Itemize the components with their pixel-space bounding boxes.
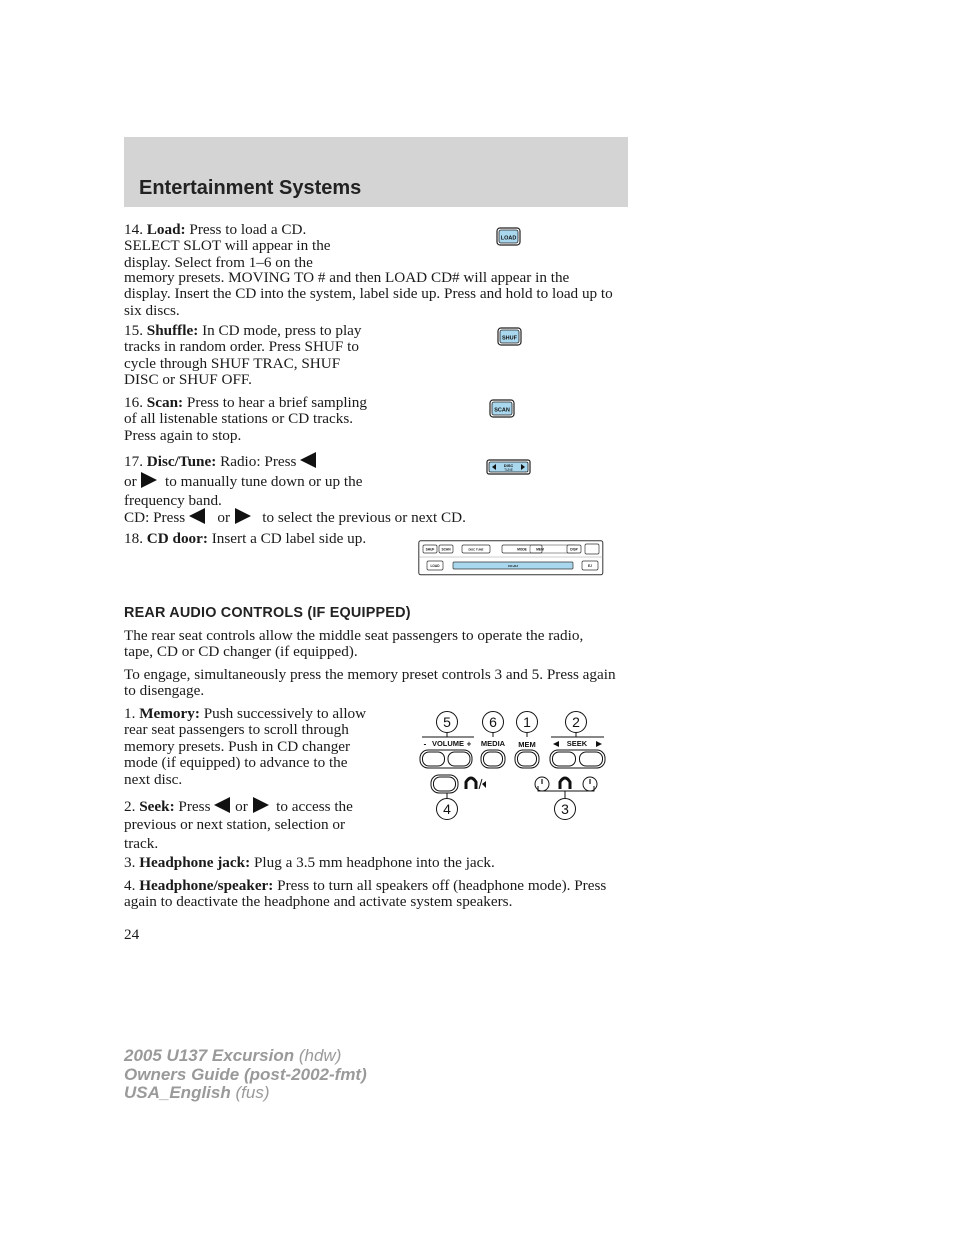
rear-engage: To engage, simultaneously press the memory preset controls 3 and 5. Press again to disengage.	[124, 666, 616, 700]
rear-headphone-speaker-label: Headphone/speaker:	[139, 877, 274, 894]
section-title: REAR AUDIO CONTROLS (IF EQUIPPED)	[124, 605, 411, 621]
item-cd-door-label: CD door:	[146, 530, 208, 547]
rear-headphone-jack-label: Headphone jack:	[139, 854, 251, 871]
item-disc-tune-label: Disc/Tune:	[146, 453, 217, 470]
item-scan-label: Scan:	[146, 394, 184, 411]
load-button-label: LOAD	[500, 235, 517, 242]
volume-minus-label: -	[423, 739, 427, 749]
rear-headphone-speaker: 4. Headphone/speaker: Press to turn all speakers off (headphone mode). Press again to deactivate the headphone and activate system speakers.	[124, 877, 607, 911]
right-arrow-icon	[252, 797, 269, 813]
rear-headphone-jack: 3. Headphone jack: Plug a 3.5 mm headphone into the jack.	[124, 854, 495, 871]
shuf-button-label: SHUF	[502, 335, 517, 342]
rear-seek-label: Seek:	[139, 798, 175, 815]
item-scan: 16. Scan: Press to hear a brief sampling of all listenable stations or CD tracks. Press again to stop.	[124, 394, 367, 444]
seek-label: SEEK	[566, 739, 588, 748]
mem-label: MEM	[518, 740, 536, 749]
right-arrow-icon	[140, 472, 157, 488]
item-load-rest: memory presets. MOVING TO # and then LOAD CD# will appear in the display. Insert the CD into the system, label side up. Press and hold to load up to six discs.	[124, 269, 613, 319]
load-button-icon	[496, 227, 521, 246]
speaker-icon	[482, 781, 486, 788]
item-cd-door: 18. CD door: Insert a CD label side up.	[124, 530, 367, 547]
left-arrow-icon	[189, 508, 206, 524]
seek-left-icon	[553, 741, 559, 747]
left-arrow-icon	[300, 452, 317, 468]
item-load: 14. Load: Press to load a CD. SELECT SLOT will appear in the display. Select from 1–6 on the	[124, 221, 331, 271]
item-shuffle: 15. Shuffle: In CD mode, press to play tracks in random order. Press SHUF to cycle through SHUF TRAC, SHUF DISC or SHUF OFF.	[124, 322, 362, 389]
item-disc-tune-cd: CD: Press or to select the previous or next CD.	[124, 509, 466, 526]
left-arrow-icon	[214, 797, 231, 813]
panel-eject-label: EJ	[588, 563, 592, 568]
cd-player-panel-icon	[418, 540, 604, 576]
callout-3-label: 3	[561, 801, 569, 817]
page-number: 24	[124, 926, 140, 943]
shuf-button-icon	[497, 327, 522, 346]
callout-4-label: 4	[443, 801, 451, 817]
headphone-jack-icon	[560, 778, 570, 789]
callout-5-label: 5	[443, 714, 451, 730]
rear-controls-diagram	[414, 708, 614, 824]
rear-intro: The rear seat controls allow the middle seat passengers to operate the radio, tape, CD or CD changer (if equipped).	[124, 627, 584, 661]
disc-tune-button-icon	[486, 459, 531, 475]
callout-1-label: 1	[523, 714, 531, 730]
callout-6-label: 6	[489, 714, 497, 730]
rear-memory: 1. Memory: Push successively to allow rear seat passengers to scroll through memory presets. Push in CD changer mode (if equipped) to advance to the next disc.	[124, 705, 367, 788]
scan-button-icon	[489, 399, 515, 418]
tune-label: TUNE	[504, 468, 513, 472]
panel-load-label: LOAD	[430, 563, 440, 568]
item-load-label: Load:	[146, 221, 186, 238]
rear-seek: 2. Seek: Press or to access the previous or next station, selection or track.	[124, 798, 353, 852]
media-label: MEDIA	[480, 739, 506, 748]
panel-disc-tune-label: DISC TUNE	[468, 547, 484, 552]
page-title: Entertainment Systems	[139, 177, 362, 199]
callout-2-label: 2	[572, 714, 580, 730]
scan-button-label: SCAN	[494, 407, 510, 414]
footer: 2005 U137 Excursion (hdw) Owners Guide (post-2002-fmt) USA_English (fus)	[124, 1046, 367, 1102]
item-disc-tune: 17. Disc/Tune: Radio: Press or to manually tune down or up the frequency band.	[124, 453, 363, 509]
panel-disp-label: DISP	[570, 547, 578, 552]
rear-memory-label: Memory:	[139, 705, 200, 722]
panel-mode-label: MODE	[517, 547, 527, 552]
seek-right-icon	[596, 741, 602, 747]
volume-plus-label: +	[466, 739, 472, 749]
panel-shuf-label: SHUF	[425, 547, 435, 552]
right-arrow-icon	[234, 508, 251, 524]
headphone-icon	[466, 778, 476, 789]
panel-display-label: CD+DJ	[508, 564, 518, 568]
panel-scan-label: SCAN	[441, 547, 451, 552]
disc-label: DISC	[503, 463, 514, 468]
item-shuffle-label: Shuffle:	[146, 322, 199, 339]
panel-mem-label: MEM	[536, 547, 544, 552]
volume-label: VOLUME	[431, 739, 465, 748]
